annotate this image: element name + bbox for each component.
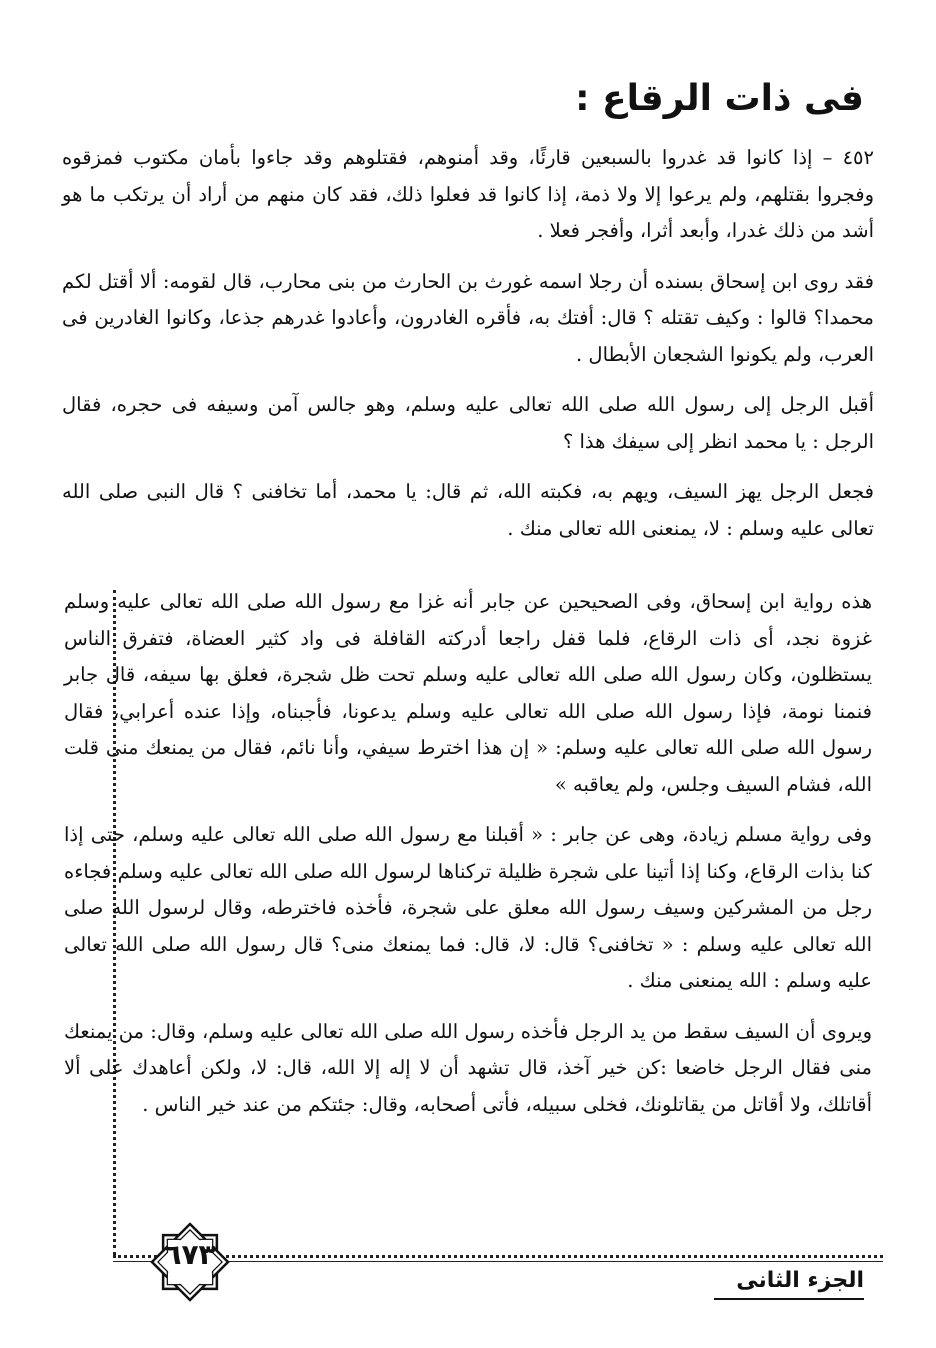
section-title: فى ذات الرقاع : <box>575 78 864 119</box>
paragraph: ويروى أن السيف سقط من يد الرجل فأخذه رسول الله صلى الله تعالى عليه وسلم، وقال: من يمنعك منى فقال الرجل خاضعا :كن خير آخذ، قال تشهد أن لا إله إلا الله، قال: لا، ولكن أعاهدك على ألا أقاتلك، ولا أقاتل من يقاتلونك، فخلى سبيله، فأتى أصحابه، وقال: جئتكم من عند خير الناس . <box>64 1019 872 1116</box>
paragraph: ٤٥٢ – إذا كانوا قد غدروا بالسبعين قارئًا، وقد أمنوهم، فقتلوهم وقد جاءوا بأمان مكتوب فمزقوه وفجروا بقتلهم، ولم يرعوا إلا ولا ذمة، إذا كانوا قد فعلوا ذلك، فقد كان منهم من أراد أن يرتكب ما هو أشد من ذلك غدرا، وأبعد أثرا، وأفجر فعلا . <box>62 146 874 242</box>
paragraph: أقبل الرجل إلى رسول الله صلى الله تعالى عليه وسلم، وهو جالس آمن وسيفه فى حجره، فقال الرجل : يا محمد انظر إلى سيفك هذا ؟ <box>62 393 874 453</box>
paragraph: فقد روى ابن إسحاق بسنده أن رجلا اسمه غورث بن الحارث من بنى محارب، قال لقومه: ألا أقتل لكم محمدا؟ قالوا : وكيف تقتله ؟ قال: أفتك به، فأقره الغادرون، وأعادوا غدرهم جذعا، وكانوا الغادرين فى العرب، ولم يكونوا الشجعان الأبطال . <box>62 269 874 366</box>
paragraph: هذه رواية ابن إسحاق، وفى الصحيحين عن جابر أنه غزا مع رسول الله صلى الله تعالى عليه وسلم غزوة نجد، أى ذات الرقاع، فلما قفل راجعا أدركته القافلة فى واد كثير العضاة، فتفرق الناس يستظلون، وكان رسول الله صلى الله تعالى عليه وسلم تحت ظل شجرة، فعلق بها سيفه، قال جابر فنمنا نومة، فإذا رسول الله صلى الله تعالى عليه وسلم يدعونا، فأجبناه، وإذا عنده أعرابي، فقال رسول الله صلى الله تعالى عليه وسلم: « إن هذا اخترط سيفي، وأنا نائم، فقال من يمنعك منى قلت الله، فشام السيف وجلس، ولم يعاقبه » <box>64 590 872 796</box>
body-text-framed <box>64 584 872 1137</box>
part-label-underline <box>714 1298 864 1300</box>
part-label: الجزء الثانى <box>736 1268 864 1293</box>
paragraph: وفى رواية مسلم زيادة، وهى عن جابر : « أقبلنا مع رسول الله صلى الله تعالى عليه وسلم، حتى إذا كنا بذات الرقاع، وكنا إذا أتينا على شجرة ظليلة تركناها لرسول الله صلى الله تعالى عليه وسلم فجاءه رجل من المشركين وسيف رسول الله معلق على شجرة، فأخذه فاخترطه، وقال لرسول الله صلى الله تعالى عليه وسلم : « تخافنى؟ قال: لا، قال: فما يمنعك منى؟ قال رسول الله صلى الله تعالى عليه وسلم : الله يمنعنى منك . <box>64 823 872 992</box>
paragraph: فجعل الرجل يهز السيف، ويهم به، فكبته الله، ثم قال: يا محمد، أما تخافنى ؟ قال النبى صلى الله تعالى عليه وسلم : لا، يمنعنى الله تعالى منك . <box>62 480 874 540</box>
page-number: ٦٧٣ <box>164 1238 216 1271</box>
body-text-top <box>62 140 874 561</box>
